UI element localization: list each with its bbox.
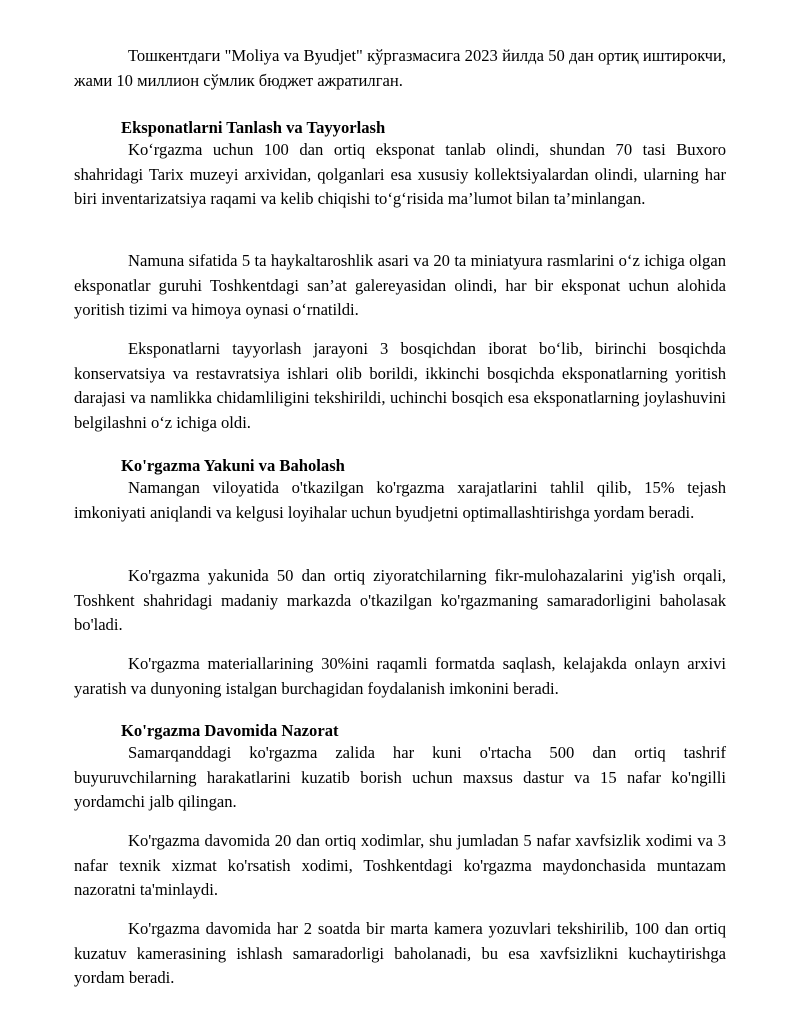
- intro-paragraph: Тошкентдаги "Moliya va Byudjet" кўргазмасига 2023 йилда 50 дан ортиқ иштирокчи, жами 10 миллион сўмлик бюджет ажратилган.: [74, 46, 726, 90]
- paragraph-exhibit-selection-3: Eksponatlarni tayyorlash jarayoni 3 bosqichdan iborat bo‘lib, birinchi bosqichda konservatsiya va restavratsiya ishlari olib borildi, ikkinchi bosqichda eksponatlarning yoritish darajasi va namlikka chidamliligini tekshirildi, uchinchi bosqich esa eksponatlarning joylashuvini belgilashni o‘z ichiga oldi.: [74, 339, 726, 432]
- paragraph-exhibit-selection-1: Ko‘rgazma uchun 100 dan ortiq eksponat tanlab olindi, shundan 70 tasi Buxoro shahridagi Tarix muzeyi arxividan, qolganlari esa xususiy kollektsiyalardan olindi, ularning har biri inventarizatsiya raqami va kelib chiqishi to‘g‘risida ma’lumot bilan ta’minlangan.: [74, 140, 726, 208]
- paragraph-exhibit-selection-2: Namuna sifatida 5 ta haykaltaroshlik asari va 20 ta miniatyura rasmlarini o‘z ichiga olgan eksponatlar guruhi Toshkentdagi san’at galereyasidan olindi, har bir eksponat uchun alohida yoritish tizimi va himoya oynasi o‘rnatildi.: [74, 251, 726, 319]
- section-heading-exhibition-results: Ko'rgazma Yakuni va Baholash: [121, 456, 345, 475]
- section-heading-exhibit-selection: Eksponatlarni Tanlash va Tayyorlash: [121, 118, 386, 137]
- paragraph-exhibition-monitoring-1: Samarqanddagi ko'rgazma zalida har kuni o'rtacha 500 dan ortiq tashrif buyuruvchilarning harakatlarini kuzatib borish uchun maxsus dastur va 15 nafar ko'ngilli yordamchi jalb qilingan.: [74, 743, 726, 811]
- paragraph-exhibition-results-1: Namangan viloyatida o'tkazilgan ko'rgazma xarajatlarini tahlil qilib, 15% tejash imkoniyati aniqlandi va kelgusi loyihalar uchun byudjetni optimallashtirishga yordam beradi.: [74, 478, 726, 522]
- paragraph-exhibition-results-2: Ko'rgazma yakunida 50 dan ortiq ziyoratchilarning fikr-mulohazalarini yig'ish orqali, Toshkent shahridagi madaniy markazda o'tkazilgan ko'rgazmaning samaradorligini baholasak bo'ladi.: [74, 566, 726, 634]
- paragraph-exhibition-monitoring-2: Ko'rgazma davomida 20 dan ortiq xodimlar, shu jumladan 5 nafar xavfsizlik xodimi va 3 nafar texnik xizmat ko'rsatish xodimi, Toshkentdagi ko'rgazma maydonchasida muntazam nazoratni ta'minlaydi.: [74, 831, 726, 899]
- paragraph-exhibition-results-3: Ko'rgazma materiallarining 30%ini raqamli formatda saqlash, kelajakda onlayn arxivi yaratish va dunyoning istalgan burchagidan foydalanish imkonini beradi.: [74, 654, 726, 698]
- paragraph-exhibition-monitoring-3: Ko'rgazma davomida har 2 soatda bir marta kamera yozuvlari tekshirilib, 100 dan ortiq kuzatuv kamerasining ishlash samaradorligi baholanadi, bu esa xavfsizlikni kuchaytirishga yordam beradi.: [74, 919, 726, 987]
- section-heading-exhibition-monitoring: Ko'rgazma Davomida Nazorat: [121, 721, 339, 740]
